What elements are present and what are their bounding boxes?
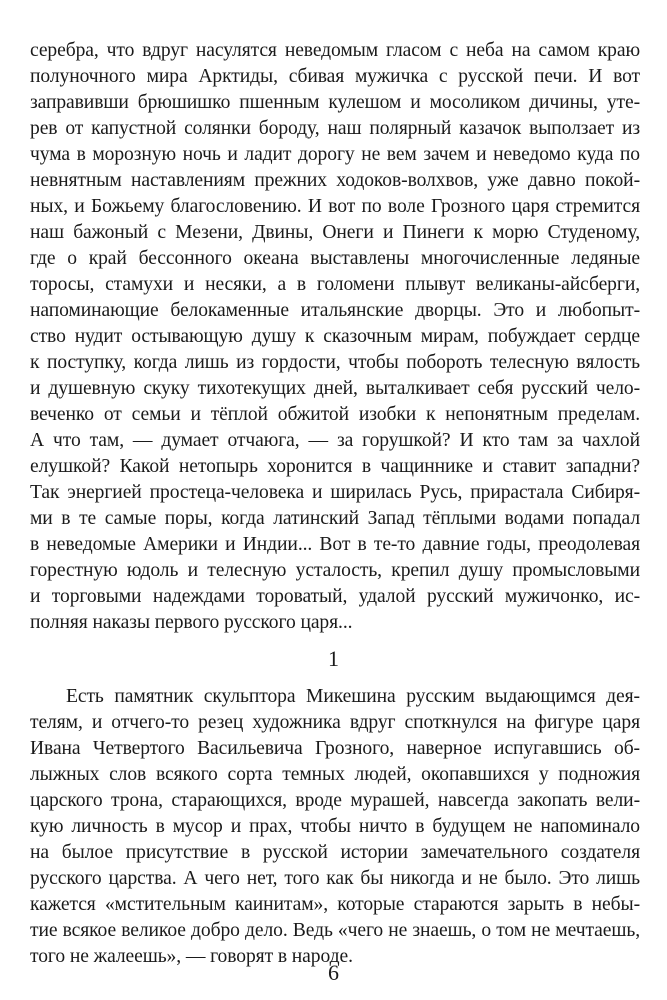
text-line: полуночного мира Арктиды, сбивая мужичка с русской печи. И вот xyxy=(30,66,640,87)
text-line: заправивши брюшишко пшенным кулешом и мосоликом дичины, уте- xyxy=(30,92,640,113)
text-line: серебра, что вдруг насулятся неведомым гласом с неба на самом краю xyxy=(30,40,640,61)
text-line: А что там, — думает отчаюга, — за горушкой? И кто там за чахлой xyxy=(30,430,640,451)
text-line: ми в те самые поры, когда латинский Запад тёплыми водами попадал xyxy=(30,508,640,529)
text-line: телям, и отчего-то резец художника вдруг споткнулся на фигуре царя xyxy=(30,712,640,733)
text-line: рев от капустной солянки бороду, наш полярный казачок выползает из xyxy=(30,118,640,139)
text-line: русского царства. А чего нет, того как бы никогда и не было. Это лишь xyxy=(30,868,640,889)
text-line: елушкой? Какой нетопырь хоронится в чащиннике и ставит западни? xyxy=(30,456,640,477)
text-line: царского трона, старающихся, вроде мурашей, навсегда закопать вели- xyxy=(30,790,640,811)
text-line: лыжных слов всякого сорта темных людей, окопавшихся у подножия xyxy=(30,764,640,785)
text-line: на былое присутствие в русской истории замечательного создателя xyxy=(30,842,640,863)
text-line: ство нудит остывающую душу к сказочным мирам, побуждает сердце xyxy=(30,326,640,347)
text-line: и душевную скуку тихотекущих дней, выталкивает себя русский чело- xyxy=(30,378,640,399)
text-line: полняя наказы первого русского царя... xyxy=(30,612,353,633)
text-line: кажется «мстительным каинитам», которые стараются зарыть в небы- xyxy=(30,894,640,915)
text-line: напоминающие белокаменные итальянские дворцы. Это и любопыт- xyxy=(30,300,640,321)
text-line: ных, и Божьему благословению. И вот по воле Грозного царя стремится xyxy=(30,196,640,217)
text-line: чума в морозную ночь и ладит дорогу не вем зачем и неведомо куда по xyxy=(30,144,640,165)
text-line: Есть памятник скульптора Микешина русским выдающимся дея- xyxy=(66,686,640,707)
text-line: тие всякое великое добро дело. Ведь «чего не знаешь, о том не мечтаешь, xyxy=(30,920,640,941)
paragraph xyxy=(30,684,640,970)
section-number: 1 xyxy=(328,646,339,671)
paragraph-continued xyxy=(30,38,640,636)
text-line: наш бажоный с Мезени, Двины, Онеги и Пинеги к морю Студеному, xyxy=(30,222,640,243)
text-line: невнятным наставлениям прежних ходоков-волхвов, уже давно покой- xyxy=(30,170,640,191)
text-line: кую личность в мусор и прах, чтобы ничто в будущем не напоминало xyxy=(30,816,640,837)
text-line: где о край бессонного океана выставлены многочисленные ледяные xyxy=(30,248,640,269)
text-line: в неведомые Америки и Индии... Вот в те-то давние годы, преодолевая xyxy=(30,534,640,555)
text-line: торосы, стамухи и несяки, а в голомени плывут великаны-айсберги, xyxy=(30,274,640,295)
text-line: и торговыми надеждами тороватый, удалой русский мужичонко, ис- xyxy=(30,586,640,607)
text-line: того не жалеешь», — говорят в народе. xyxy=(30,946,353,967)
text-line: веченко от семьи и тёплой обжитой изобки к непонятным пределам. xyxy=(30,404,640,425)
text-line: Ивана Четвертого Васильевича Грозного, наверное испугавшись об- xyxy=(30,738,640,759)
text-line: Так энергией простеца-человека и ширилась Русь, прирастала Сибиря- xyxy=(30,482,640,503)
text-line: к поступку, когда лишь из гордости, чтобы побороть телесную вялость xyxy=(30,352,640,373)
page-number: 6 xyxy=(328,960,339,985)
text-line: горестную юдоль и телесную усталость, крепил душу промысловыми xyxy=(30,560,640,581)
